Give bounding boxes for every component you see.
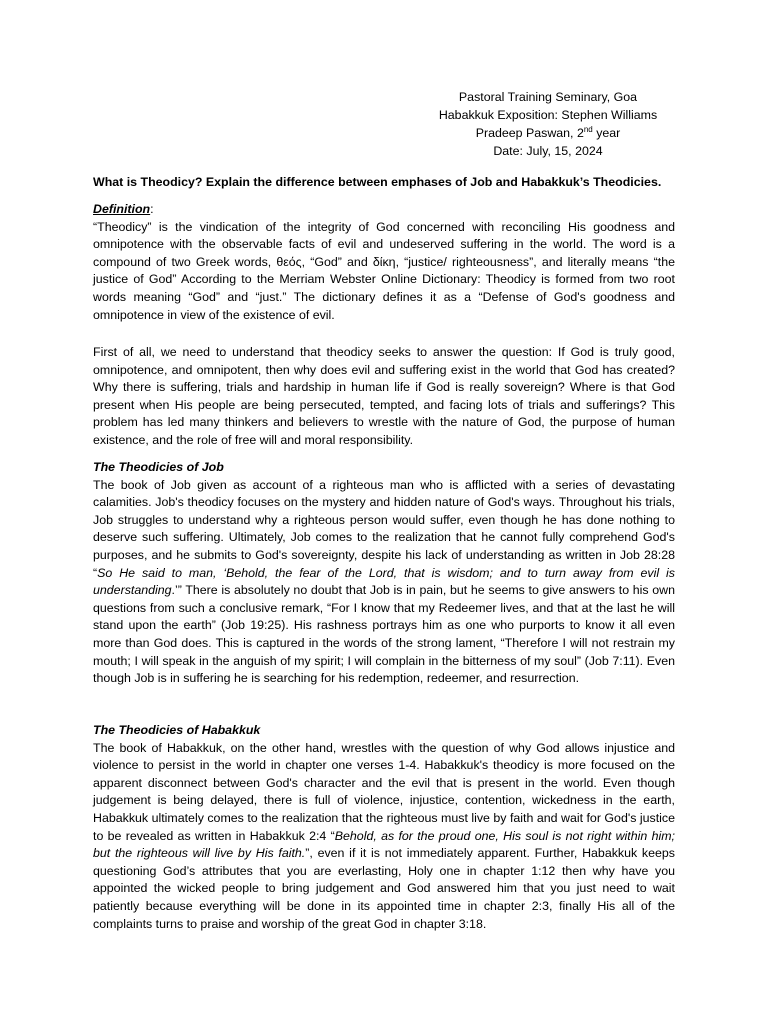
job-text-a: The book of Job given as account of a righteous man who is afflicted with a series of devastating calamities. Job's theodicy focuses on the mystery and hidden nature of God's ways. Throughout his trials, Job struggles to understand why a righteous person would suffer, even though he has done nothing to deserve such suffering. Ultimately, Job comes to the realization that he cannot fully comprehend God's purposes, and he submits to God's sovereignty, despite his lack of understanding as written in Job 28:28 “ [93,477,675,580]
intro-section [93,344,675,450]
job-section [93,459,675,688]
date-line: Date: July, 15, 2024 [493,144,603,158]
definition-heading-line [93,201,675,219]
job-paragraph [93,477,675,688]
definition-heading: Definition [93,202,151,216]
job-text-b: .’” There is absolutely no doubt that Job is in pain, but he seems to give answers to his own questions from such a conclusive remark, “For I know that my Redeemer lives, and that at the last he will stand upon the earth” (Job 19:25). His rashness portrays him as one who purports to know it all even more than God does. This is captured in the words of the strong lament, “Therefore I will not restrain my mouth; I will speak in the anguish of my spirit; I will complain in the bitterness of my soul” (Job 7:11). Even though Job is in suffering he is searching for his redemption, redeemer, and resurrection. [93,583,675,686]
definition-colon: : [150,202,154,216]
year-text: year [592,126,621,140]
job-quote: So He said to man, ‘Behold, the fear of the Lord, that is wisdom; and to turn away from evil is understanding [93,565,675,598]
intro-paragraph: First of all, we need to understand that theodicy seeks to answer the question: If God is truly good, omnipotence, and omnipotent, then why does evil and suffering exist in the world that God has created? Why there is suffering, trials and hardship in human life if God is really sovereign? Where is that God present when His people are being persecuted, tempted, and facing lots of trials and sufferings? This problem has led many thinkers and believers to wrestle with the nature of God, the purpose of human existence, and the role of free will and moral responsibility. [93,345,675,447]
definition-section [93,201,675,324]
habakkuk-paragraph [93,740,675,934]
author-line [428,124,668,142]
habakkuk-text-b: ”, even if it is not immediately apparent. Further, Habakkuk keeps questioning God’s attributes that you are everlasting, Holy one in chapter 1:12 then why have you appointed the wicked people to bring judgement and God answered him that you just need to wait patiently because everything will be done in its appointed time in chapter 2:3, finally His all of the complaints turns to praise and worship of the great God in chapter 3:18. [93,846,675,931]
habakkuk-heading: The Theodicies of Habakkuk [93,723,261,737]
seminary-line: Pastoral Training Seminary, Goa [458,90,638,104]
habakkuk-text-a: The book of Habakkuk, on the other hand, wrestles with the question of why God allows injustice and violence to persist in the world in chapter one verses 1-4. Habakkuk's theodicy is more focused on the apparent disconnect between God's character and the evil that is present in the world. Even though judgement is being delayed, there is full of violence, injustice, contention, wickedness in the earth, Habakkuk ultimately comes to the realization that the righteous must live by faith and wait for God's justice to be revealed as written in Habakkuk 2:4 “ [93,740,675,843]
job-heading: The Theodicies of Job [93,460,224,474]
habakkuk-quote: Behold, as for the proud one, His soul is not right within him; but the righteous will live by His faith. [93,828,675,861]
course-line: Habakkuk Exposition: Stephen Williams [438,108,658,122]
essay-question: What is Theodicy? Explain the difference between emphases of Job and Habakkuk’s Theodicies. [93,175,662,189]
document-header [428,88,668,160]
definition-text: “Theodicy” is the vindication of the integrity of God concerned with reconciling His goodness and omnipotence with the observable facts of evil and undeserved suffering in the world. The word is a compound of two Greek words, θεός, “God” and δίκη, “justice/ righteousness”, and literally means “the justice of God” According to the Merriam Webster Online Dictionary: Theodicy is formed from two root words meaning “God” and “just.” The dictionary defines it as a “Defense of God's goodness and omnipotence in view of the existence of evil. [93,219,675,322]
author-name: Pradeep Paswan, 2 [475,126,584,140]
ordinal-suffix: nd [583,124,593,134]
habakkuk-section [93,722,675,933]
